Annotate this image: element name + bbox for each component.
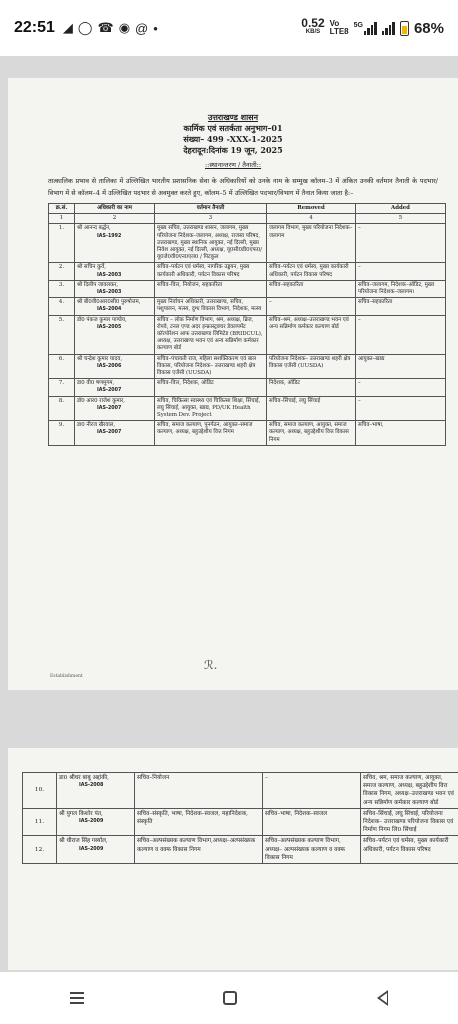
- cell-officer: [57, 808, 135, 836]
- cell-added: सचिव–भाषा,: [356, 421, 446, 446]
- cell-officer: [75, 421, 155, 446]
- volte-indicator: Vo LTE8: [329, 19, 349, 36]
- cell-officer: [57, 773, 135, 809]
- table-row: [49, 263, 446, 280]
- cell-current: सचिव–अल्पसंख्यक कल्याण विभाग,अध्यक्ष–अल्पसंख्यक कल्याण व वक्फ विकास निगम: [135, 836, 263, 864]
- cell-added: –: [356, 263, 446, 280]
- header-number: संख्या– 499 -XXX-1-2025: [183, 134, 283, 144]
- cell-current: सचिव–संस्कृति, भाषा, निदेशक–स्वजल, महानिदेशक, संस्कृति: [135, 808, 263, 836]
- col-header-removed: Removed: [267, 204, 356, 214]
- cell-current: मुख्य निर्वाचन अधिकारी, उत्तराखण्ड, सचिव, पशुपालन, मत्स्य, दुग्ध विकास विभाग, निदेशक, मत्स्य: [155, 298, 267, 315]
- cell-sn: 11.: [23, 808, 57, 836]
- footer-note: Establishment: [50, 674, 83, 679]
- cell-removed: जलागम विभाग, मुख्य परियोजना निदेशक–जलागम: [267, 224, 356, 263]
- officer-batch: IAS-2007: [97, 430, 122, 436]
- status-bar: [0, 0, 458, 56]
- cell-officer: [75, 315, 155, 354]
- cell-added: –: [356, 224, 446, 263]
- officer-batch: IAS-2009: [79, 846, 104, 852]
- cell-sn: 8.: [49, 396, 75, 421]
- cell-removed: सचिव–श्रम, अध्यक्ष–उत्तराखण्ड भवन एवं अन्य सन्निर्माण कर्मकार कल्याण बोर्ड: [267, 315, 356, 354]
- cell-officer: [75, 298, 155, 315]
- officer-batch: IAS-2009: [79, 819, 104, 825]
- cell-added: सचिव–सिंचाई, लघु सिंचाई, परियोजना निदेशक– उत्तराखण्ड परियोजना विकास एवं निर्माण निगम लि0 सिंचाई: [361, 808, 458, 836]
- officer-name: श्री चन्द्रेश कुमार यादव,: [77, 355, 123, 362]
- table-row: [49, 315, 446, 354]
- order-paragraph: तात्कालिक प्रभाव से तालिका में उल्लिखित भारतीय प्रशासनिक सेवा के अधिकारियों को उनके नाम के सम्मुख कॉलम–3 में अंकित उनकी वर्तमान तैनाती के पदभार/विभाग में से कॉलम–4 में उल्लिखित पदभार से अवमुक्त करते हुए, कॉलम–5 में उल्लिखित पदभार/विभाग में तैनात किया जाता है:–: [48, 177, 438, 197]
- cell-sn: 5.: [49, 315, 75, 354]
- officer-batch: IAS-1992: [97, 233, 122, 239]
- cell-current: सचिव–नियोजन: [135, 773, 263, 809]
- cell-added: सचिव–जलागम, निदेशक–ऑडिट, मुख्य परियोजना निदेशक–जलागम।: [356, 280, 446, 297]
- table-row: [49, 354, 446, 379]
- signal-5g-icon: 5G: [354, 22, 377, 35]
- officer-name: श्री धीराज सिंह गर्ब्याल,: [59, 838, 108, 845]
- cell-sn: 3.: [49, 280, 75, 297]
- cell-sn: 10.: [23, 773, 57, 809]
- cell-removed: सचिव–सहकारिता: [267, 280, 356, 297]
- officer-name: श्री दिलीप जावलकर,: [77, 281, 119, 288]
- cell-removed: सचिव–अल्पसंख्यक कल्याण विभाग, अध्यक्ष– अल्पसंख्यक कल्याण व वक्फ विकास निगम: [263, 836, 361, 864]
- officer-name: डॉ0 आर0 राजेश कुमार,: [77, 397, 125, 404]
- cell-sn: 1.: [49, 224, 75, 263]
- cell-current: सचिव, चिकित्सा स्वास्थ्य एवं चिकित्सा शिक्षा, सिंचाई, लघु सिंचाई, आयुक्त, खाद्य, PD/UK Health System Dev. Project: [155, 396, 267, 421]
- officer-batch: IAS-2005: [97, 324, 122, 330]
- chrome-icon: ◉: [118, 20, 131, 35]
- column-number-row: 1 2 3 4 5: [49, 214, 446, 224]
- cell-current: मुख्य सचिव, उत्तराखण्ड शासन, जलागम, मुख्य परियोजना निदेशक–जलागम, अध्यक्ष, राजस्व परिषद, उत्तराखण्ड, मुख्य स्थानिक आयुक्त, नई दिल्ली, मुख्य निवेश आयुक्त, नई दिल्ली, अध्यक्ष, यू0सी0डी0एफ0/यू0जे0वी0एन0एल0 / पिटकुल: [155, 224, 267, 263]
- cell-removed: –: [267, 298, 356, 315]
- network-speed: 0.52 KB/S: [301, 16, 325, 35]
- table-row: [23, 773, 458, 809]
- telegram-icon: ◢: [62, 20, 73, 35]
- transfer-table: [48, 203, 446, 446]
- cell-removed: निदेशक, ऑडिट: [267, 379, 356, 396]
- table-row: [49, 396, 446, 421]
- officer-batch: IAS-2008: [79, 783, 104, 789]
- cell-sn: 9.: [49, 421, 75, 446]
- table-row: [49, 298, 446, 315]
- officer-batch: IAS-2003: [97, 290, 122, 296]
- officer-name: डा0 श्रीधर बाबू अद्दांकी,: [59, 775, 110, 781]
- threads-icon: @: [135, 20, 149, 36]
- cell-added: –: [356, 396, 446, 421]
- system-icons: [301, 16, 444, 37]
- table-row: [23, 836, 458, 864]
- cell-added: सचिव, श्रम, समाज कल्याण, आयुक्त, समाज कल्याण, अध्यक्ष, बहुउद्देशीय वित्त विकास निगम, अध्यक्ष–उत्तराखण्ड भवन एवं अन्य सन्निर्माण कर्मकार कल्याण बोर्ड: [361, 773, 458, 809]
- cell-current: सचिव–वित्त, निदेशक, ऑडिट: [155, 379, 267, 396]
- officer-batch: IAS-2003: [97, 272, 122, 278]
- table-row: [49, 421, 446, 446]
- col-header-added: Added: [356, 204, 446, 214]
- officer-name: डा0 नीरज खैरवाल,: [77, 422, 116, 429]
- officer-batch: IAS-2006: [97, 363, 122, 369]
- col-header-name: अधिकारी का नाम: [75, 204, 155, 214]
- cell-officer: [75, 263, 155, 280]
- officer-name: श्री युगल किशोर पंत,: [59, 810, 103, 817]
- header-government: उत्तराखण्ड शासन: [207, 112, 259, 122]
- cell-sn: 7.: [49, 379, 75, 396]
- cell-current: सचिव, समाज कल्याण, पुनर्गठन, आयुक्त–समाज कल्याण, अध्यक्ष, बहुउद्देशीय वित्त निगम: [155, 421, 267, 446]
- recent-apps-icon[interactable]: [70, 992, 84, 1004]
- table-header-row: [49, 204, 446, 214]
- officer-name: डा0 वी0 षणमुगम,: [77, 380, 115, 387]
- cell-added: –: [356, 379, 446, 396]
- cell-current: सचिव–पंचायती राज, महिला सशक्तिकरण एवं बाल विकास, परियोजना निदेशक– उत्तराखण्ड शहरी क्षेत्र विकास एजेंसी (UUSDA): [155, 354, 267, 379]
- officer-batch: IAS-2007: [97, 405, 122, 411]
- table-row: [49, 379, 446, 396]
- home-icon[interactable]: [223, 991, 237, 1005]
- cell-removed: सचिव–सिंचाई, लघु सिंचाई: [267, 396, 356, 421]
- cell-added: सचिव–सहकारिता: [356, 298, 446, 315]
- table-row: [23, 808, 458, 836]
- document-subtitle: ::स्थानान्तरण / तैनाती::: [204, 161, 262, 169]
- table-row: [49, 224, 446, 263]
- battery-percentage: 68%: [413, 19, 444, 37]
- officer-name: श्री बी0वी0आर0सी0 पुरुषोत्तम,: [77, 299, 141, 306]
- cell-sn: 6.: [49, 354, 75, 379]
- officer-batch: IAS-2004: [97, 307, 122, 313]
- cell-removed: सचिव–पर्यटन एवं धर्मस्व, मुख्य कार्यकारी अधिकारी, पर्यटन विकास परिषद: [267, 263, 356, 280]
- officer-name: श्री आनन्द बर्द्धन,: [77, 225, 111, 232]
- document-page-2: [8, 748, 458, 970]
- cell-officer: [75, 354, 155, 379]
- cell-removed: परियोजना निदेशक– उत्तराखण्ड शहरी क्षेत्र विकास एजेंसी (UUSDA): [267, 354, 356, 379]
- cell-officer: [75, 280, 155, 297]
- document-header: [8, 112, 458, 156]
- cell-current: सचिव–वित्त, नियोजन, सहकारिता: [155, 280, 267, 297]
- cell-current: सचिव–पर्यटन एवं धर्मस्व, नागरिक उड्डयन, मुख्य कार्यकारी अधिकारी, पर्यटन विकास परिषद: [155, 263, 267, 280]
- handwritten-mark: ℛ.: [204, 658, 218, 672]
- cell-removed: सचिव–भाषा, निदेशक–स्वजल: [263, 808, 361, 836]
- cell-officer: [75, 224, 155, 263]
- cell-added: आयुक्त–खाद्य: [356, 354, 446, 379]
- cell-officer: [57, 836, 135, 864]
- document-page-1: [8, 78, 458, 690]
- transfer-table-continued: [22, 772, 458, 864]
- signal-icon: [382, 22, 395, 35]
- cell-sn: 12.: [23, 836, 57, 864]
- cell-officer: [75, 379, 155, 396]
- header-department: कार्मिक एवं सतर्कता अनुभाग–01: [183, 123, 283, 133]
- cell-sn: 2.: [49, 263, 75, 280]
- col-header-current: वर्तमान तैनाती: [155, 204, 267, 214]
- battery-icon: [400, 21, 409, 36]
- cell-added: सचिव–पर्यटन एवं धर्मस्व, मुख्य कार्यकारी अधिकारी, पर्यटन विकास परिषद: [361, 836, 458, 864]
- cell-current: सचिव – लोक निर्माण विभाग, श्रम, अध्यक्ष, ब्रिज, रोपवे, टनल एण्ड अदर इन्फ्रास्ट्रक्चर डेवलपमेंट कॉरपोरेशन आफ उत्तराखण्ड लिमिटेड (BRIDCUL), अध्यक्ष, उत्तराखण्ड भवन एवं अन्य सन्निर्माण कर्मकार कल्याण बोर्ड: [155, 315, 267, 354]
- cell-sn: 4.: [49, 298, 75, 315]
- truecaller-icon: ☎: [97, 20, 114, 35]
- col-header-sn: क्र.सं.: [49, 204, 75, 214]
- navigation-bar: [0, 972, 458, 1024]
- officer-batch: IAS-2007: [97, 388, 122, 394]
- table-row: [49, 280, 446, 297]
- whatsapp-icon: ◯: [77, 20, 93, 35]
- header-date: देहरादून:दिनांक 19 जून, 2025: [183, 145, 283, 155]
- cell-officer: [75, 396, 155, 421]
- officer-name: श्री सचिन कुर्वे,: [77, 264, 106, 271]
- cell-added: –: [356, 315, 446, 354]
- cell-removed: –: [263, 773, 361, 809]
- cell-removed: सचिव, समाज कल्याण, आयुक्त, समाज कल्याण, अध्यक्ष, बहुउद्देशीय वित्त विकास निगम: [267, 421, 356, 446]
- notification-icons: [63, 20, 158, 36]
- clock: 22:51: [14, 19, 55, 36]
- more-notifications-dot: •: [153, 20, 158, 36]
- back-icon[interactable]: [377, 990, 388, 1006]
- officer-name: डॉ0 पंकज कुमार पाण्डेय,: [77, 316, 127, 323]
